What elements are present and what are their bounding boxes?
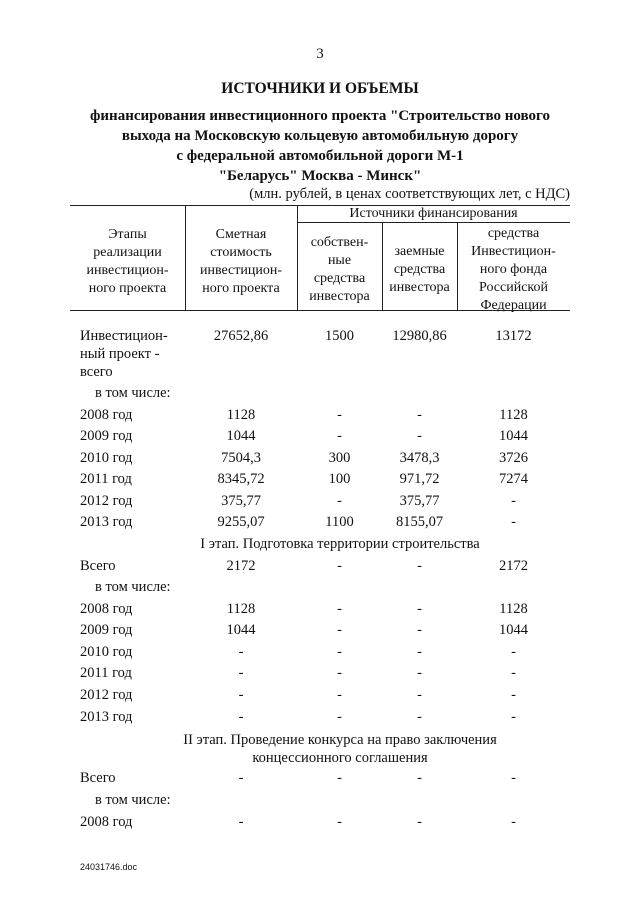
cell-borrowed-funds: -: [417, 814, 422, 830]
cell-own-funds: 1500: [325, 328, 354, 344]
header-borrowed-funds: [382, 243, 457, 297]
cell-investment-fund: -: [511, 665, 516, 681]
cell-investment-fund: -: [511, 687, 516, 703]
cell-estimated-cost: 375,77: [221, 493, 261, 509]
cell-investment-fund: 1044: [499, 428, 528, 444]
cell-investment-fund: 1044: [499, 622, 528, 638]
cell-estimated-cost: -: [238, 770, 244, 786]
row-label-including: в том числе:: [95, 385, 171, 401]
section-heading: [100, 731, 580, 767]
cell-own-funds: -: [337, 709, 342, 725]
cell-investment-fund: 2172: [499, 558, 528, 574]
subtitle-line: финансирования инвестиционного проекта "Строительство нового: [90, 108, 550, 124]
cell-own-funds: -: [337, 687, 342, 703]
cell-estimated-cost: 1128: [226, 601, 256, 617]
cell-borrowed-funds: -: [417, 770, 422, 786]
header-line: средства: [487, 226, 540, 241]
cell-own-funds: -: [337, 558, 342, 574]
row-label: 2010 год: [80, 450, 133, 466]
row-label-including: в том числе:: [95, 792, 171, 808]
cell-own-funds: 300: [328, 450, 351, 466]
cell-estimated-cost: 1044: [226, 428, 256, 444]
header-investment-fund: [457, 225, 570, 315]
cell-borrowed-funds: 8155,07: [395, 514, 444, 530]
cell-own-funds: -: [337, 644, 342, 660]
cell-borrowed-funds: 375,77: [399, 493, 440, 509]
cell-investment-fund: -: [511, 814, 516, 830]
header-line: ного проекта: [88, 281, 167, 296]
cell-own-funds: 1100: [325, 514, 354, 530]
header-own-funds: [297, 234, 382, 306]
cell-own-funds: -: [337, 601, 342, 617]
header-stages: [70, 226, 185, 298]
cell-own-funds: -: [337, 493, 342, 509]
row-label: 2009 год: [80, 428, 133, 444]
cell-borrowed-funds: -: [417, 601, 422, 617]
cell-estimated-cost: -: [238, 709, 244, 725]
cell-own-funds: -: [337, 428, 342, 444]
cell-estimated-cost: 1128: [226, 407, 256, 423]
cell-investment-fund: -: [511, 514, 516, 530]
header-line: средства: [393, 262, 446, 277]
cell-investment-fund: 1128: [499, 407, 528, 423]
cell-estimated-cost: 1044: [226, 622, 256, 638]
row-label: Всего: [80, 558, 116, 574]
cell-borrowed-funds: -: [417, 428, 422, 444]
cell-estimated-cost: 8345,72: [217, 471, 265, 487]
row-label: 2013 год: [80, 514, 133, 530]
cell-borrowed-funds: -: [417, 622, 422, 638]
header-line: стоимость: [210, 245, 272, 260]
header-line: Инвестицион-: [471, 244, 556, 259]
cell-estimated-cost: 7504,3: [221, 450, 261, 466]
cell-borrowed-funds: 971,72: [399, 471, 440, 487]
cell-investment-fund: -: [511, 644, 516, 660]
cell-investment-fund: 13172: [495, 328, 532, 344]
row-label: 2010 год: [80, 644, 133, 660]
header-line: инвестора: [389, 280, 450, 295]
header-line: Этапы: [108, 227, 147, 242]
row-label: 2011 год: [80, 471, 132, 487]
row-label: Всего: [80, 770, 116, 786]
header-line: собствен-: [310, 235, 369, 250]
row-label: 2009 год: [80, 622, 133, 638]
row-label: [80, 327, 168, 381]
section-heading-line: II этап. Проведение конкурса на право заключения: [183, 732, 497, 748]
cell-borrowed-funds: -: [417, 709, 422, 725]
row-label: 2008 год: [80, 814, 133, 830]
file-name-footer: 24031746.doc: [80, 862, 138, 872]
cell-borrowed-funds: 12980,86: [392, 328, 447, 344]
cell-own-funds: -: [337, 770, 342, 786]
header-line: инвестицион-: [199, 263, 283, 278]
cell-own-funds: -: [337, 814, 342, 830]
row-label-line: всего: [80, 364, 113, 380]
cell-investment-fund: -: [511, 709, 516, 725]
cell-investment-fund: 1128: [499, 601, 528, 617]
cell-estimated-cost: -: [238, 665, 244, 681]
cell-estimated-cost: 27652,86: [213, 328, 269, 344]
header-line: инвестицион-: [86, 263, 169, 278]
section-heading: I этап. Подготовка территории строительства: [200, 536, 480, 552]
header-line: ного проекта: [202, 281, 280, 296]
header-line: ного фонда: [479, 262, 548, 277]
cell-own-funds: -: [337, 622, 342, 638]
cell-borrowed-funds: -: [417, 687, 422, 703]
row-label-including: в том числе:: [95, 579, 171, 595]
subtitle-line: с федеральной автомобильной дороги М-1: [176, 148, 464, 164]
cell-borrowed-funds: -: [417, 644, 422, 660]
cell-estimated-cost: 9255,07: [217, 514, 265, 530]
header-line: средства: [313, 271, 366, 286]
header-line: инвестора: [309, 289, 370, 304]
header-line: заемные: [394, 244, 445, 259]
units-note: (млн. рублей, в ценах соответствующих лет, с НДС): [249, 186, 570, 202]
row-label: 2008 год: [80, 601, 133, 617]
header-line: ные: [327, 253, 352, 268]
cell-investment-fund: 3726: [499, 450, 528, 466]
row-label: 2012 год: [80, 687, 133, 703]
header-line: Сметная: [215, 227, 267, 242]
cell-estimated-cost: -: [238, 687, 244, 703]
row-label: 2008 год: [80, 407, 133, 423]
subtitle-line: "Беларусь" Москва - Минск": [218, 168, 422, 184]
document-subtitle: [60, 106, 580, 186]
header-line: реализации: [93, 245, 162, 260]
cell-own-funds: -: [337, 665, 342, 681]
header-line: Федерации: [480, 298, 547, 313]
page-number: 3: [316, 46, 324, 62]
document-title: ИСТОЧНИКИ И ОБЪЕМЫ: [221, 80, 419, 97]
section-heading-line: концессионного соглашения: [252, 750, 428, 766]
header-line: Российской: [479, 280, 548, 295]
subtitle-line: выхода на Московскую кольцевую автомобильную дорогу: [121, 128, 519, 144]
row-label: 2012 год: [80, 493, 133, 509]
cell-borrowed-funds: -: [417, 665, 422, 681]
cell-borrowed-funds: 3478,3: [399, 450, 440, 466]
row-label: 2013 год: [80, 709, 133, 725]
cell-borrowed-funds: -: [417, 558, 422, 574]
cell-investment-fund: -: [511, 493, 516, 509]
cell-borrowed-funds: -: [417, 407, 422, 423]
cell-investment-fund: 7274: [499, 471, 528, 487]
header-estimated-cost: [185, 226, 297, 298]
cell-estimated-cost: -: [238, 814, 244, 830]
row-label-line: Инвестицион-: [80, 328, 168, 344]
cell-estimated-cost: -: [238, 644, 244, 660]
cell-own-funds: 100: [328, 471, 351, 487]
cell-investment-fund: -: [511, 770, 516, 786]
cell-own-funds: -: [337, 407, 342, 423]
row-label: 2011 год: [80, 665, 132, 681]
header-sources: Источники финансирования: [349, 206, 518, 221]
row-label-line: ный проект -: [80, 346, 160, 362]
cell-estimated-cost: 2172: [226, 558, 256, 574]
